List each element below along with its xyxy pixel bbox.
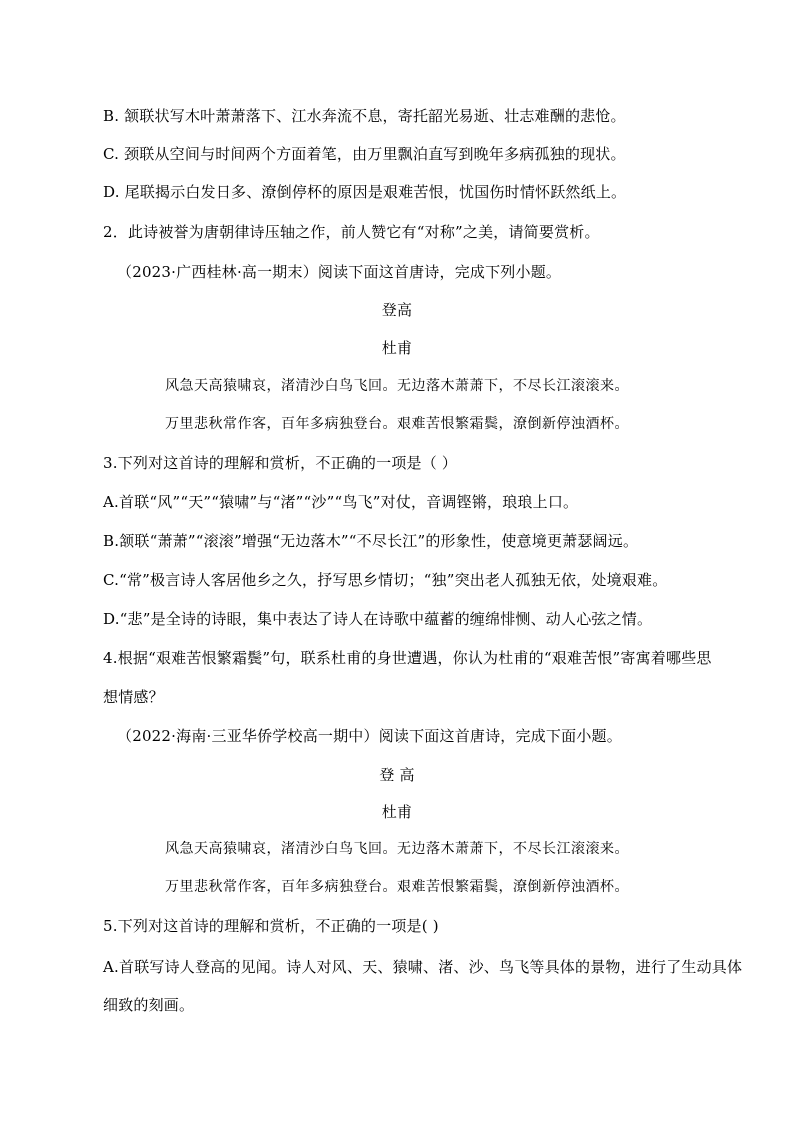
poem-author-2: 杜甫 bbox=[381, 803, 413, 821]
poem-line-1: 风急天高猿啸哀，渚清沙白鸟飞回。无边落木萧萧下，不尽长江滚滚来。 bbox=[165, 378, 629, 394]
poem-author: 杜甫 bbox=[381, 339, 413, 357]
q5-option-a-line-2: 细致的刻画。 bbox=[103, 996, 195, 1014]
poem-2-line-1: 风急天高猿啸哀，渚清沙白鸟飞回。无边落木萧萧下，不尽长江滚滚来。 bbox=[165, 841, 629, 857]
q5-option-a-line-1: A.首联写诗人登高的见闻。诗人对风、天、猿啸、渚、沙、鸟飞等具体的景物，进行了生动具体 bbox=[103, 958, 743, 976]
q3-option-a: A.首联“风”“天”“猿啸”与“渚”“沙”“鸟飞”对仗，音调铿锵，琅琅上口。 bbox=[103, 493, 579, 511]
poem-title: 登高 bbox=[381, 301, 413, 319]
poem-title-2: 登 高 bbox=[379, 766, 415, 784]
question-2-text: 2．此诗被誉为唐朝律诗压轴之作，前人赞它有“对称”之美，请简要赏析。 bbox=[103, 223, 600, 241]
poem-2-line-2: 万里悲秋常作客，百年多病独登台。艰难苦恨繁霜鬓，潦倒新停浊酒杯。 bbox=[165, 879, 629, 895]
question-4-line-2: 想情感？ bbox=[103, 688, 164, 706]
option-b-text: B. 颔联状写木叶萧萧落下、江水奔流不息，寄托韶光易逝、壮志难酬的悲怆。 bbox=[103, 107, 626, 125]
source-note-2022: （2022·海南·三亚华侨学校高一期中）阅读下面这首唐诗，完成下面小题。 bbox=[117, 727, 622, 745]
q3-option-b: B.颔联“萧萧”“滚滚”增强“无边落木”“不尽长江”的形象性，使意境更萧瑟阔远。 bbox=[103, 532, 639, 550]
question-4-line-1: 4.根据“艰难苦恨繁霜鬓”句，联系杜甫的身世遭遇，你认为杜甫的“艰难苦恨”寄寓着哪些思 bbox=[103, 649, 712, 667]
question-5-text: 5.下列对这首诗的理解和赏析，不正确的一项是( ) bbox=[103, 917, 439, 935]
q3-option-c: C.“常”极言诗人客居他乡之久，抒写思乡情切；“独”突出老人孤独无依，处境艰难。 bbox=[103, 571, 668, 589]
option-d-text: D. 尾联揭示白发日多、潦倒停杯的原因是艰难苦恨，忧国伤时情怀跃然纸上。 bbox=[103, 183, 627, 201]
poem-line-2: 万里悲秋常作客，百年多病独登台。艰难苦恨繁霜鬓，潦倒新停浊酒杯。 bbox=[165, 416, 629, 432]
q3-option-d: D.“悲”是全诗的诗眼，集中表达了诗人在诗歌中蕴蓄的缠绵悱恻、动人心弦之情。 bbox=[103, 610, 653, 628]
question-3-text: 3.下列对这首诗的理解和赏析，不正确的一项是（ ） bbox=[103, 454, 458, 472]
source-note-2023: （2023·广西桂林·高一期末）阅读下面这首唐诗，完成下列小题。 bbox=[117, 263, 562, 281]
option-c-text: C. 颈联从空间与时间两个方面着笔，由万里飘泊直写到晚年多病孤独的现状。 bbox=[103, 145, 626, 163]
